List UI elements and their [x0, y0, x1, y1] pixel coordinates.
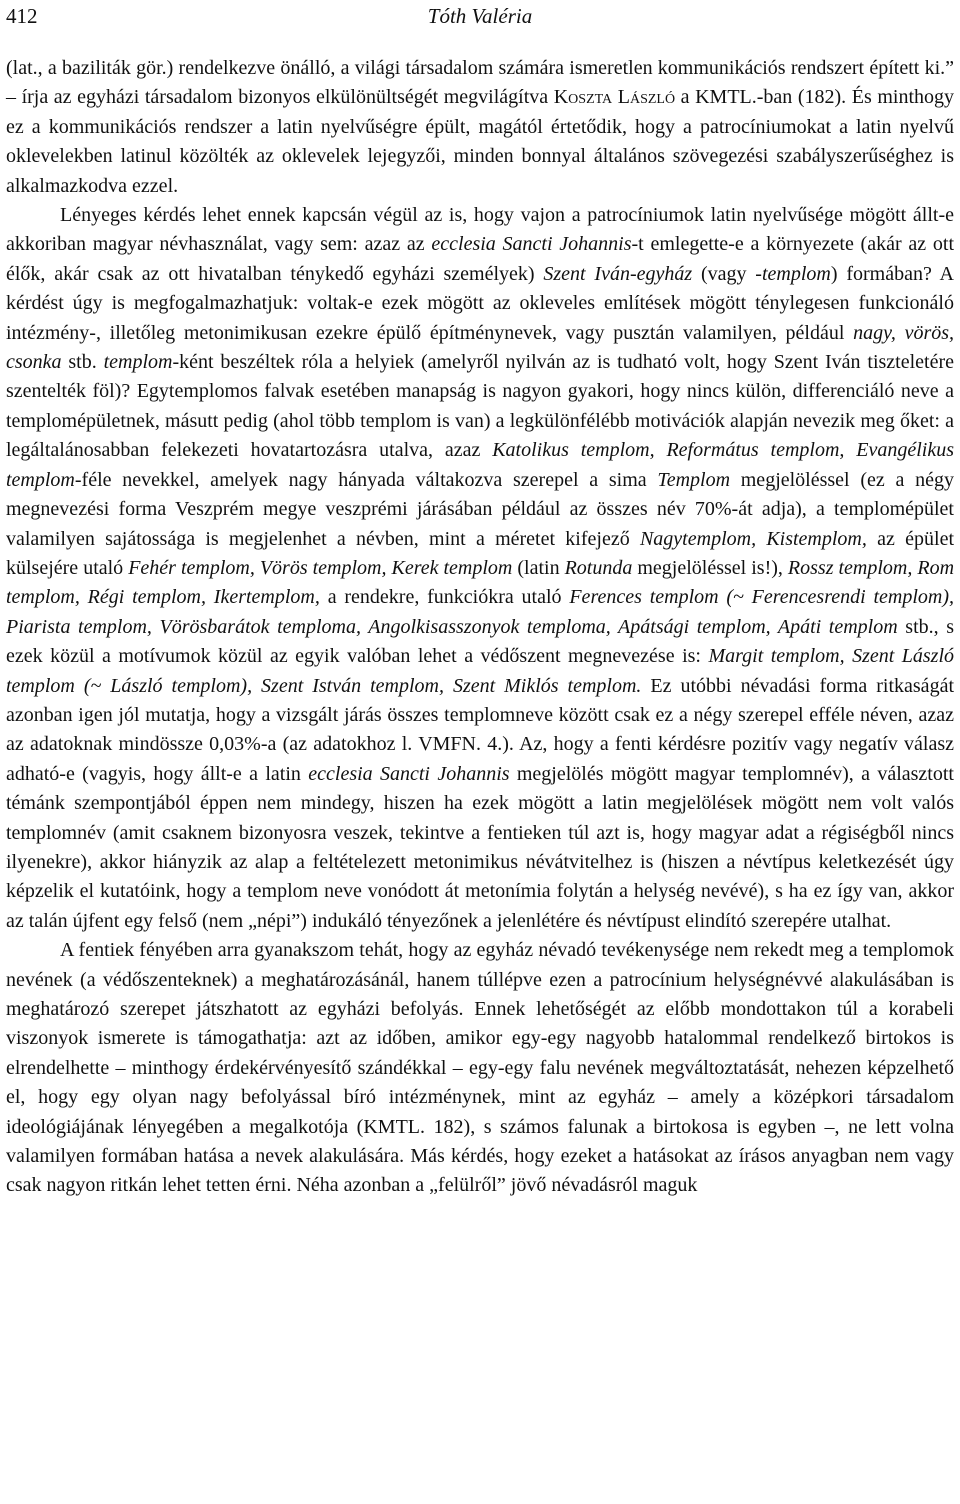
text-run: (latin [512, 556, 565, 579]
text-run: az épület külsejére utaló [6, 527, 954, 579]
italic-text: Margit templom, Szent László templom (~ László templom), Szent István templom, Szent Miklós templom. [6, 645, 955, 697]
italic-text: nagy, vörös, csonka [6, 321, 955, 374]
body-text [6, 54, 954, 1201]
italic-text: Nagytemplom, Kistemplom, [639, 527, 867, 550]
text-run: ) formában? A kérdést úgy is megfogalmazhatjuk: voltak-e ezek mögött az okleveles említések mögött ténylegesen funkcionáló intézmény-, illetőleg metonimikusan ezekre épülő építménynevek, vagy pusztán valamilyen, például [6, 262, 954, 344]
text-run: stb., s ezek közül a motívumok közül az egyik valóban lehet a védőszent megnevezése is: [6, 615, 955, 668]
text-run: -t emlegette-e a környezete (akár az ott élők, akár csak az ott hivatalban ténykedő egyházi személyek) [6, 233, 954, 285]
italic-text: Fehér templom, Vörös templom, Kerek templom [128, 556, 513, 579]
paragraph [6, 936, 954, 1201]
text-run: megjelöléssel is!), [632, 556, 788, 579]
italic-text: ecclesia Sancti Johannis [308, 762, 510, 785]
text-run: a KMTL.-ban (182). És minthogy ez a kommunikációs rendszer a latin nyelvűségre épült, magától értetődik, hogy a patrocíniumokat a latin nyelvű oklevelekben latinul közölték az oklevelek lejegyzői, minden bonnyal általános szövegezési szabályszerűséghez is alkalmazkodva ezzel. [6, 86, 954, 197]
text-run: (lat., a baziliták gör.) rendelkezve önálló, a világi társadalom számára ismeretlen kommunikációs rendszert épített ki.” – írja az egyházi társadalom bizonyos elkülönültségét megvilágítva [6, 57, 954, 109]
italic-text: Templom [657, 468, 731, 491]
italic-text: Rotunda [564, 556, 633, 579]
text-run: A fentiek fényében arra gyanakszom tehát, hogy az egyház névadó tevékenysége nem rekedt meg a templomok nevének (a védőszenteknek) a meghatározásánál, hanem túllépve ezen a patrocínium helységnévvé alakulásában is meghatározó szerepet játszhatott az egyházi befolyás. Ennek lehetőségét az előbb mondottakon túl a korabeli viszonyok ismerete is támogathatja: azt az időben, amikor egy-egy nagyobb hatalommal rendelkező birtokos is elrendelhette – minthogy érdekérvényesítő szándékkal – egy-egy falu nevének megváltoztatását, nehezen képzelhető el, hogy egy olyan nagy befolyással bíró intézménynek, mint az egyház – amely a középkori társadalom ideológiájának lényegében a megalkotója (KMTL. 182), s számos falunak a birtokosa is egyben –, ne lett volna valamilyen formában hatása a nevek alakulására. Más kérdés, hogy ezeket a hatásokat az írásos anyagban nem vagy csak nagyon ritkán lehet tetten érni. Néha azonban a „felülről” jövő névadásról maguk [6, 939, 954, 1197]
italic-text: Katolikus templom, Református templom, Evangélikus templom [6, 439, 954, 491]
page-number: 412 [6, 4, 38, 28]
text-run: -féle nevekkel, amelyek nagy hányada váltakozva szerepel a sima [74, 468, 658, 491]
running-title: Tóth Valéria [427, 4, 533, 28]
italic-text: Szent Iván-egyház [543, 262, 693, 285]
running-head [6, 0, 954, 34]
italic-text: templom [761, 262, 831, 285]
text-run: Ez utóbbi névadási forma ritkaságát azonban igen jól mutatja, hogy a vizsgált járás összes templomneve között csak ez a négy szerepel efféle néven, azaz az adatoknak mindössze 0,03%-a (az adatokhoz l. VMFN. 4.). Az, hogy a fenti kérdésre pozitív vagy negatív válasz adható-e (vagyis, hogy állt-e a latin [6, 674, 954, 785]
paragraph [6, 54, 954, 201]
paragraph [6, 201, 954, 936]
text-run: megjelölés mögött magyar templomnév), a választott témánk szempontjából éppen nem mindegy, hiszen ha ezek mögött a latin megjelölések mögött nem volt valós templomnév (amit csaknem bizonyosra veszek, tekintve a fentieken túl azt is, hogy magyar adat a régiségből nincs ilyenekre), akkor hiányzik az alap a feltételezett metonimikus névátvitelhez is (hiszen a névtípus keletkezését úgy képzelik el kutatóink, hogy a templom neve vonódott át metonímia folytán a helység nevévé), s ha ez így van, akkor az talán újfent egy felső (nem „népi”) indukáló tényezőnek a jelenlétére és névtípust elindító szerepére utalhat. [6, 762, 954, 932]
italic-text: Rossz templom, Rom templom, Régi templom, Ikertemplom, [6, 556, 955, 609]
italic-text: templom [103, 351, 173, 374]
italic-text: Ferences templom (~ Ferencesrendi templom), Piarista templom, Vörösbarátok temploma, Angolkisasszonyok temploma, Apátsági templom, Apáti templom [6, 586, 955, 638]
text-run: Lényeges kérdés lehet ennek kapcsán végül az is, hogy vajon a patrocíniumok latin nyelvűsége mögött állt-e akkoriban magyar névhasználat, vagy sem: azaz az [6, 204, 954, 256]
text-run: (vagy - [692, 262, 762, 285]
text-run: -ként beszéltek róla a helyiek (amelyről nyilván az is tudható volt, hogy Szent Iván tiszteletére szentelték föl)? Egytemplomos falvak esetében manapság is nagyon gyakori, hogy nincs külön, differenciáló neve a templomépületnek, másutt pedig (ahol több templom is van) a legkülönfélébb motivációk alapján nevezik meg őket: a legáltalánosabban felekezeti hovatartozásra utalva, azaz [6, 351, 954, 462]
document-page [6, 0, 954, 1201]
text-run: stb. [61, 351, 104, 374]
author-name: Koszta László [553, 86, 676, 109]
text-run: megjelöléssel (ez a négy megnevezési forma Veszprém megye veszprémi járásában például az összes név 70%-át adja), a templomépület valamilyen sajátossága is megjelenhet a névben, mint a méretet kifejező [6, 468, 954, 550]
text-run: a rendekre, funkciókra utaló [319, 586, 570, 609]
italic-text: ecclesia Sancti Johannis [431, 233, 632, 256]
